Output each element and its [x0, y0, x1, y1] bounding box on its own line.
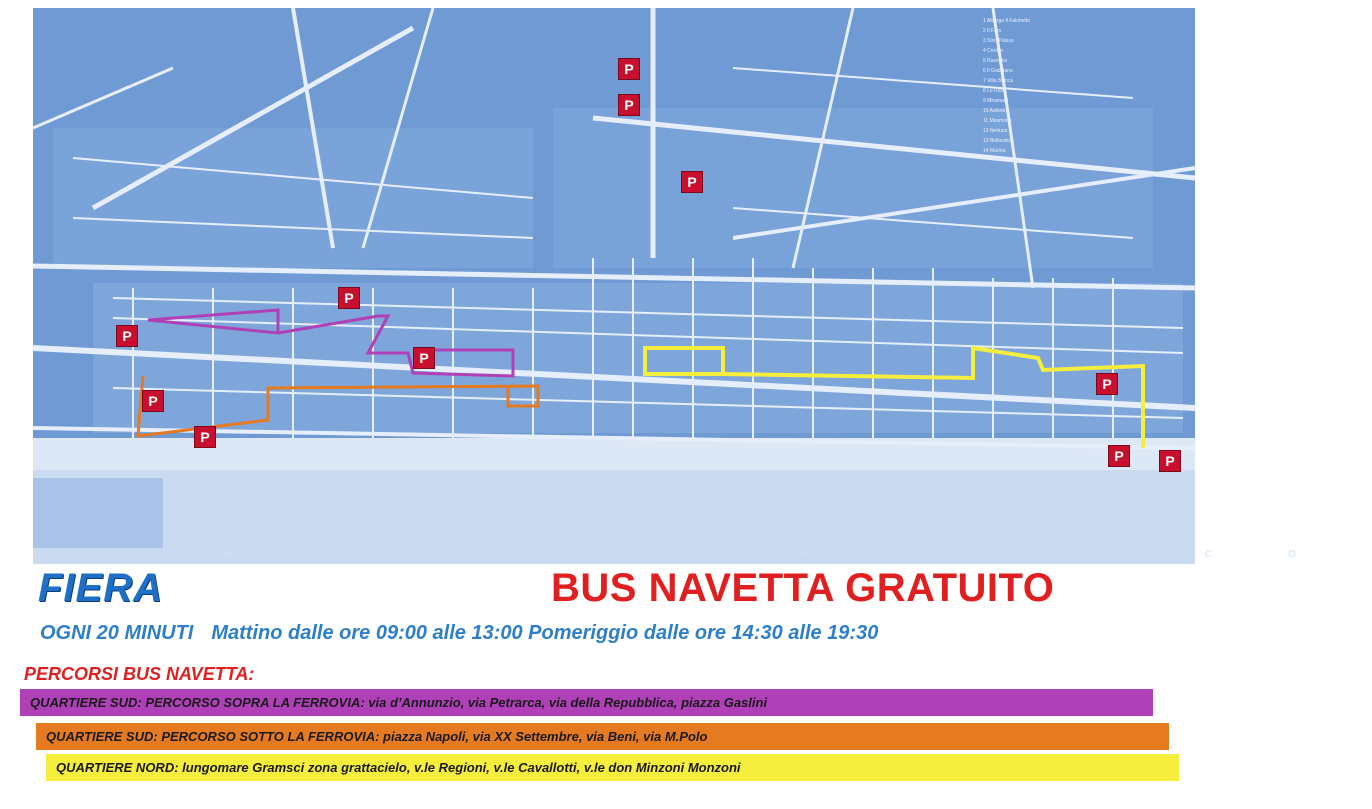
legend-item: 14 Marina [983, 148, 1006, 154]
frequency-text: OGNI 20 MINUTI [40, 622, 194, 644]
parking-icon[interactable]: P [338, 287, 360, 309]
legend-item: 3 Sirio Palace [983, 38, 1014, 44]
parking-icon[interactable]: P [1108, 445, 1130, 467]
hotel-legend [983, 16, 1173, 156]
legend-item: 11 Miramonti [983, 118, 1012, 124]
legend-item: 7 Villa Bianca [983, 78, 1014, 84]
parking-icon[interactable]: P [1096, 373, 1118, 395]
bus-headline: BUS NAVETTA GRATUITO [551, 566, 1055, 610]
morning-hours: Mattino dalle ore 09:00 alle 13:00 [211, 622, 523, 644]
parking-icon[interactable]: P [618, 94, 640, 116]
legend-item: 9 Miramare [983, 98, 1009, 104]
legend-item: 1 Albergo Il Falchetto [983, 18, 1030, 24]
city-map [33, 8, 1372, 564]
afternoon-hours: Pomeriggio dalle ore 14:30 alle 19:30 [528, 622, 879, 644]
legend-item: 10 Astoria [983, 108, 1006, 114]
legend-item: 8 Le Rose [983, 88, 1006, 94]
harbor [33, 478, 163, 548]
parking-icon[interactable]: P [618, 58, 640, 80]
parking-icon[interactable]: P [194, 426, 216, 448]
sea-label: MARE ADRIATICO [223, 549, 1372, 560]
route-upper-south: QUARTIERE SUD: PERCORSO SOPRA LA FERROVIA: via d’Annunzio, via Petrarca, via della Repubblica, piazza Gaslini [20, 689, 1153, 716]
routes-title: PERCORSI BUS NAVETTA: [24, 664, 255, 684]
legend-item: 6 Il Gabbiano [983, 68, 1013, 74]
parking-icon[interactable]: P [413, 347, 435, 369]
fiera-title: FIERA [38, 566, 163, 610]
parking-icon[interactable]: P [1159, 450, 1181, 472]
parking-icon[interactable]: P [681, 171, 703, 193]
legend-item: 13 Bellavista [983, 138, 1012, 144]
route-north: QUARTIERE NORD: lungomare Gramsci zona grattacielo, v.le Regioni, v.le Cavallotti, v.le don Minzoni Monzoni [46, 754, 1179, 781]
schedule-line [40, 622, 878, 645]
legend-item: 5 Ravenna [983, 58, 1008, 64]
legend-item: 2 Il Faro [983, 28, 1002, 34]
parking-icon[interactable]: P [142, 390, 164, 412]
legend-item: 4 Corallo [983, 48, 1004, 54]
parking-icon[interactable]: P [116, 325, 138, 347]
route-lower-south: QUARTIERE SUD: PERCORSO SOTTO LA FERROVIA: piazza Napoli, via XX Settembre, via Beni, via M.Polo [36, 723, 1169, 750]
legend-item: 12 Nettuno [983, 128, 1008, 134]
